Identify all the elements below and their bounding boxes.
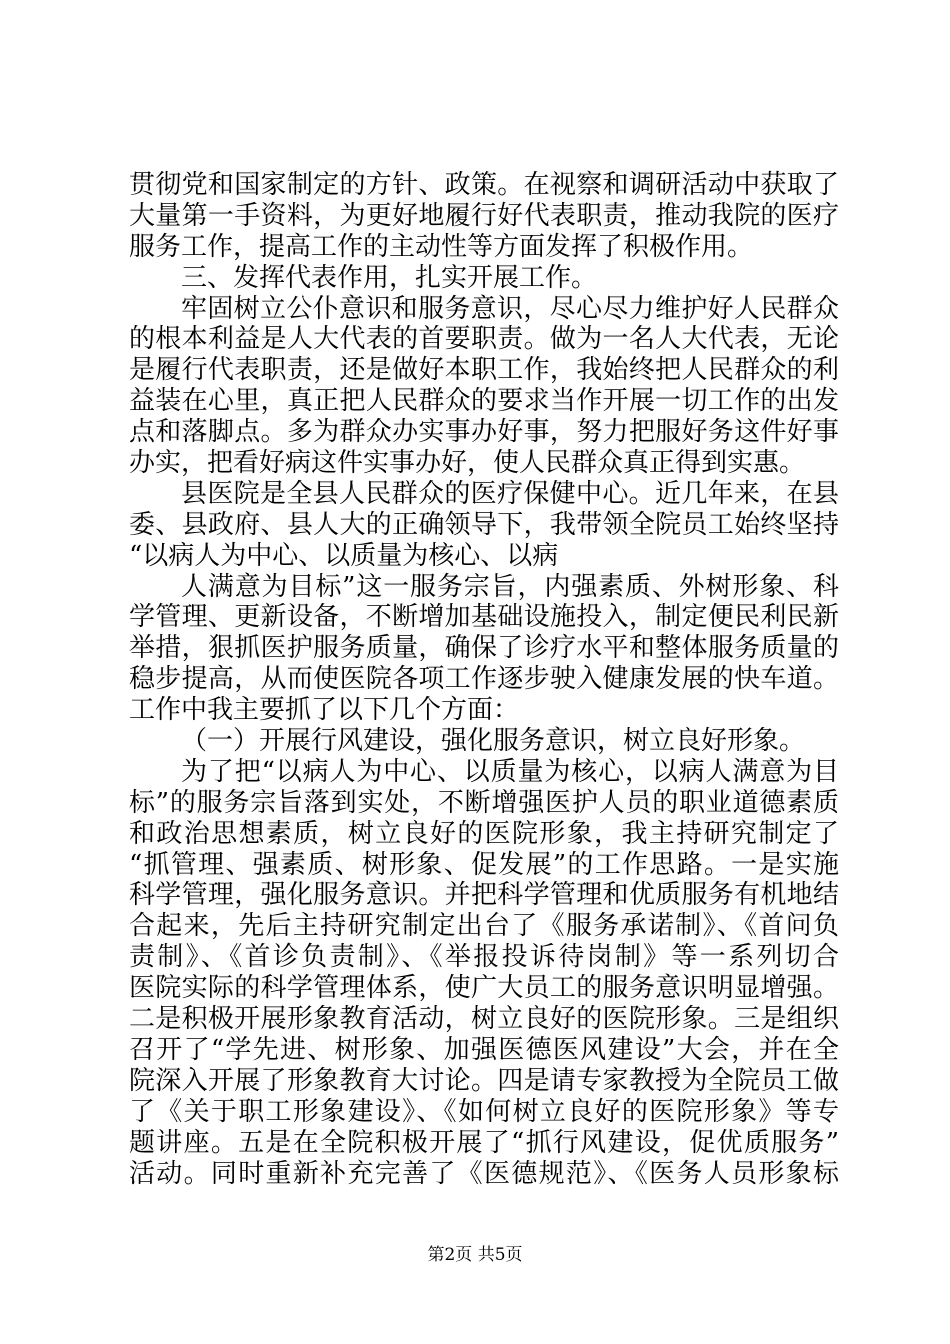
text-line: 科学管理，强化服务意识。并把科学管理和优质服务有机地结	[129, 880, 839, 911]
text-line: 办实，把看好病这件实事办好，使人民群众真正得到实惠。	[129, 448, 806, 479]
text-line: （一）开展行风建设，强化服务意识，树立良好形象。	[181, 726, 806, 757]
text-line: 牢固树立公仆意识和服务意识，尽心尽力维护好人民群众	[181, 293, 839, 324]
text-line: “以病人为中心、以质量为核心、以病	[129, 540, 559, 571]
text-line: 院深入开展了形象教育大讨论。四是请专家教授为全院员工做	[129, 1065, 839, 1096]
text-line: 学管理、更新设备，不断增加基础设施投入，制定便民利民新	[129, 602, 839, 633]
text-line: 点和落脚点。多为群众办实事办好事，努力把服好务这件好事	[129, 417, 839, 448]
text-line: “抓管理、强素质、树形象、促发展”的工作思路。一是实施	[129, 849, 839, 880]
text-line: 是履行代表职责，还是做好本职工作，我始终把人民群众的利	[129, 355, 839, 386]
text-line: 稳步提高，从而使医院各项工作逐步驶入健康发展的快车道。	[129, 664, 839, 695]
text-line: 二是积极开展形象教育活动，树立良好的医院形象。三是组织	[129, 1004, 839, 1035]
text-line: 贯彻党和国家制定的方针、政策。在视察和调研活动中获取了	[129, 170, 839, 200]
text-line: 县医院是全县人民群众的医疗保健中心。近几年来，在县	[181, 478, 839, 509]
text-line: 工作中我主要抓了以下几个方面：	[129, 695, 520, 726]
text-line: 题讲座。五是在全院积极开展了“抓行风建设，促优质服务”	[129, 1127, 839, 1158]
text-line: 益装在心里，真正把人民群众的要求当作开展一切工作的出发	[129, 386, 839, 417]
text-line: 为了把“以病人为中心、以质量为核心，以病人满意为目	[181, 756, 839, 787]
text-line: 医院实际的科学管理体系，使广大员工的服务意识明显增强。	[129, 973, 839, 1004]
text-line: 三、发挥代表作用，扎实开展工作。	[181, 262, 598, 293]
body-text	[129, 170, 839, 1189]
text-line: 标”的服务宗旨落到实处，不断增强医护人员的职业道德素质	[129, 787, 839, 818]
text-line: 人满意为目标”这一服务宗旨，内强素质、外树形象、科	[181, 571, 839, 602]
text-line: 的根本利益是人大代表的首要职责。做为一名人大代表，无论	[129, 324, 839, 355]
text-line: 了《关于职工形象建设》、《如何树立良好的医院形象》等专	[129, 1096, 839, 1127]
text-line: 合起来，先后主持研究制定出台了《服务承诺制》、《首问负	[129, 911, 839, 942]
page-footer: 第2页 共5页	[427, 1245, 523, 1265]
text-line: 责制》、《首诊负责制》、《举报投诉待岗制》等一系列切合	[129, 942, 839, 973]
text-line: 举措，狠抓医护服务质量，确保了诊疗水平和整体服务质量的	[129, 633, 839, 664]
text-line: 召开了“学先进、树形象、加强医德医风建设”大会，并在全	[129, 1034, 839, 1065]
text-line: 委、县政府、县人大的正确领导下，我带领全院员工始终坚持	[129, 509, 839, 540]
text-line: 活动。同时重新补充完善了《医德规范》、《医务人员形象标	[129, 1158, 839, 1189]
text-line: 和政治思想素质，树立良好的医院形象，我主持研究制定了	[129, 818, 839, 849]
text-line: 大量第一手资料，为更好地履行好代表职责，推动我院的医疗	[129, 200, 839, 231]
text-line: 服务工作，提高工作的主动性等方面发挥了积极作用。	[129, 231, 754, 262]
